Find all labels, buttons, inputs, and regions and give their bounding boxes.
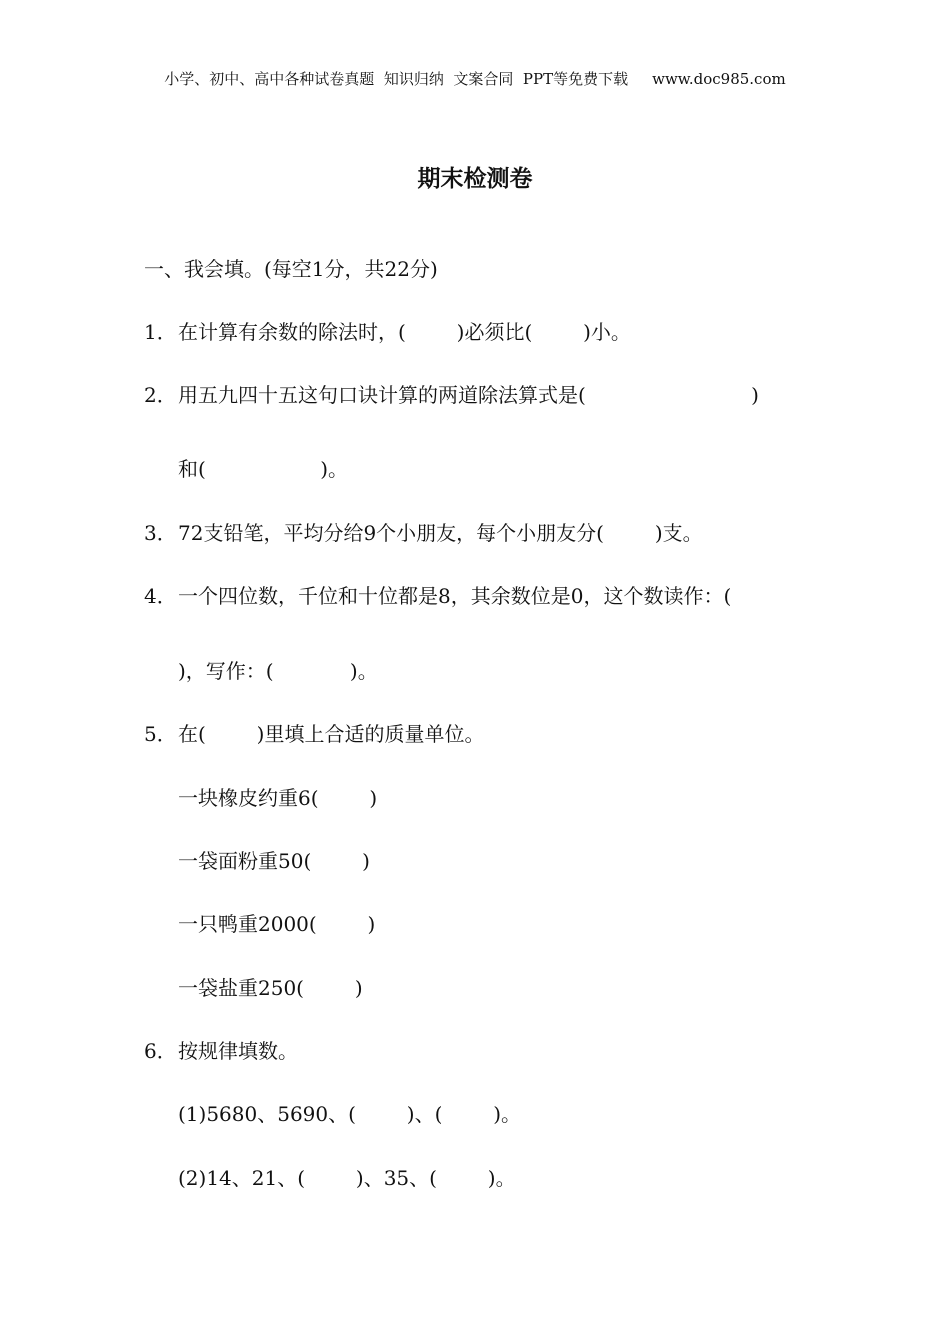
question-4 xyxy=(144,582,731,610)
question-text: 按规律填数。 xyxy=(178,1039,298,1063)
question-6-item: (1)5680、5690、( )、( )。 xyxy=(178,1102,522,1126)
question-2-continuation: 和( )。 xyxy=(178,457,349,481)
question-6-item: (2)14、21、( )、35、( )。 xyxy=(178,1166,516,1190)
question-text: 72支铅笔，平均分给9个小朋友，每个小朋友分( )支。 xyxy=(178,521,703,545)
question-text: 在计算有余数的除法时，( )必须比( )小。 xyxy=(178,320,631,344)
question-number: 4． xyxy=(144,584,177,608)
section-heading: 一、我会填。(每空1分，共22分) xyxy=(144,257,438,281)
question-6 xyxy=(144,1037,298,1065)
question-4-continuation: )，写作：( )。 xyxy=(178,659,378,683)
question-3 xyxy=(144,519,703,547)
question-number: 3． xyxy=(144,521,177,545)
question-text: 在( )里填上合适的质量单位。 xyxy=(178,722,485,746)
question-text: 用五九四十五这句口诀计算的两道除法算式是( ) xyxy=(178,383,759,407)
question-number: 5． xyxy=(144,722,177,746)
header-text: 小学、初中、高中各种试卷真题 知识归纳 文案合同 PPT等免费下载 xyxy=(164,70,629,88)
question-5-item: 一块橡皮约重6( ) xyxy=(178,786,378,810)
question-5 xyxy=(144,720,484,748)
page-header xyxy=(0,68,950,89)
page-title: 期末检测卷 xyxy=(417,166,533,192)
question-5-item: 一只鸭重2000( ) xyxy=(178,912,376,936)
question-1 xyxy=(144,318,631,346)
question-text: 一个四位数，千位和十位都是8，其余数位是0，这个数读作：( xyxy=(178,584,732,608)
question-2 xyxy=(144,381,759,409)
question-5-item: 一袋盐重250( ) xyxy=(178,976,363,1000)
question-number: 6． xyxy=(144,1039,177,1063)
question-number: 2． xyxy=(144,383,177,407)
question-5-item: 一袋面粉重50( ) xyxy=(178,849,370,873)
question-number: 1． xyxy=(144,320,177,344)
header-site: www.doc985.com xyxy=(652,70,786,88)
